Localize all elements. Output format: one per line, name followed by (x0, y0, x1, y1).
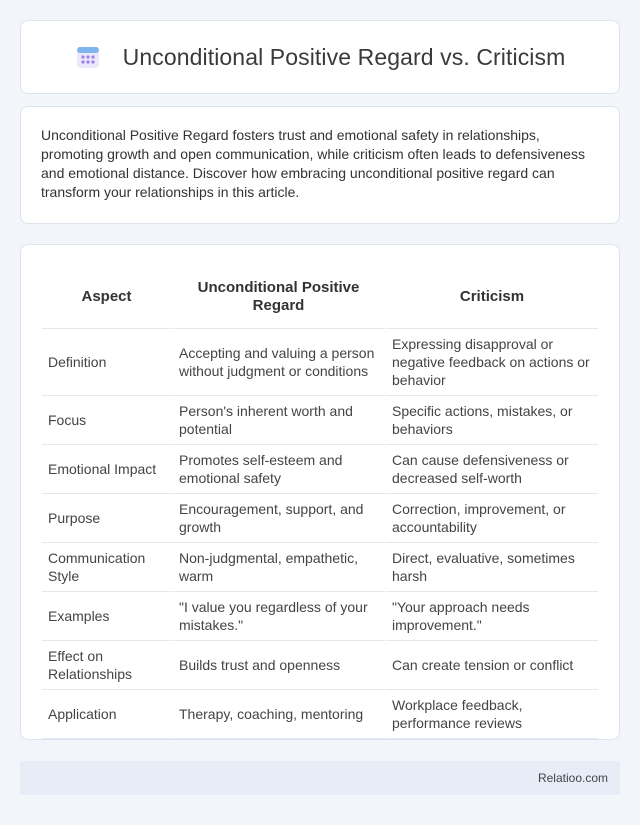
column-header-aspect: Aspect (42, 265, 171, 329)
table-row (42, 543, 598, 592)
upr-cell: Accepting and valuing a person without judgment or conditions (171, 329, 384, 396)
page-title: Unconditional Positive Regard vs. Criticism (122, 43, 566, 70)
upr-cell: Promotes self-esteem and emotional safety (171, 445, 384, 494)
footer-brand: Relatioo.com (537, 771, 608, 785)
calendar-grid-icon (75, 44, 101, 70)
comparison-table (42, 265, 598, 739)
table-row (42, 494, 598, 543)
upr-cell: "I value you regardless of your mistakes." (171, 592, 384, 641)
upr-cell: Encouragement, support, and growth (171, 494, 384, 543)
criticism-cell: Correction, improvement, or accountability (384, 494, 598, 543)
aspect-cell: Purpose (42, 494, 171, 543)
aspect-cell: Effect on Relationships (42, 641, 171, 690)
upr-cell: Therapy, coaching, mentoring (171, 690, 384, 739)
aspect-cell: Definition (42, 329, 171, 396)
criticism-cell: Expressing disapproval or negative feedback on actions or behavior (384, 329, 598, 396)
criticism-cell: Direct, evaluative, sometimes harsh (384, 543, 598, 592)
table-row (42, 445, 598, 494)
aspect-cell: Application (42, 690, 171, 739)
table-row (42, 592, 598, 641)
table-header-row (42, 265, 598, 329)
criticism-cell: "Your approach needs improvement." (384, 592, 598, 641)
table-card (20, 244, 620, 740)
upr-cell: Person's inherent worth and potential (171, 396, 384, 445)
table-row (42, 396, 598, 445)
upr-cell: Builds trust and openness (171, 641, 384, 690)
footer (20, 761, 620, 795)
column-header-criticism: Criticism (384, 265, 598, 329)
aspect-cell: Examples (42, 592, 171, 641)
criticism-cell: Specific actions, mistakes, or behaviors (384, 396, 598, 445)
table-row (42, 329, 598, 396)
aspect-cell: Emotional Impact (42, 445, 171, 494)
upr-cell: Non-judgmental, empathetic, warm (171, 543, 384, 592)
header-card (20, 20, 620, 94)
criticism-cell: Can cause defensiveness or decreased self-worth (384, 445, 598, 494)
criticism-cell: Can create tension or conflict (384, 641, 598, 690)
table-row (42, 690, 598, 739)
table-row (42, 641, 598, 690)
criticism-cell: Workplace feedback, performance reviews (384, 690, 598, 739)
column-header-unconditional-positive-regard: Unconditional Positive Regard (171, 265, 384, 329)
intro-card (20, 106, 620, 224)
header (75, 44, 566, 71)
aspect-cell: Focus (42, 396, 171, 445)
aspect-cell: Communication Style (42, 543, 171, 592)
intro-text: Unconditional Positive Regard fosters trust and emotional safety in relationships, promoting growth and open communication, while criticism often leads to defensiveness and emotional distance. Discover how embracing unconditional positive regard can transform your relationships in this article. (41, 127, 585, 200)
